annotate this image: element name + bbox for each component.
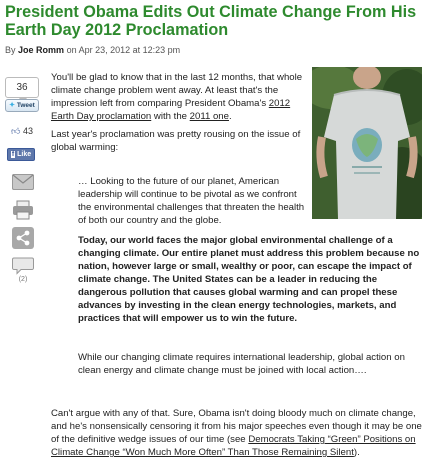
closing-paragraph: [51, 407, 427, 459]
blockquote-paragraph-2: Today, our world faces the major global environmental challenge of a changing climate. Our entire planet must address this problem because no nation, however large or small, wealthy or poor, can escape the impact of climate change. The United States can be a leader in reducing the dangerous pollution that causes global warming and can propel these advances by investing in the clean energy technologies, markets, and practices that will empower us to win the future.: [78, 235, 420, 324]
like-count-value: 43: [22, 126, 33, 136]
link-democrats-green-positions[interactable]: Democrats Taking “Green” Positions on Climate Change “Won Much More Often” Than Those Remaining Silent: [51, 434, 416, 458]
closing-text-2: ).: [353, 447, 360, 458]
article-title: President Obama Edits Out Climate Change From His Earth Day 2012 Proclamation: [5, 3, 417, 39]
facebook-icon: f: [11, 151, 15, 158]
intro-text-2: with the: [153, 111, 187, 122]
comment-count[interactable]: (2): [18, 276, 28, 283]
like-label: Like: [17, 151, 32, 158]
byline: [5, 45, 180, 55]
article-photo: [312, 67, 422, 219]
blockquote-paragraph-1: … Looking to the future of our planet, American leadership will continue to be pivotal as we confront the environmental challenges that threaten the health of both our country and the globe.: [78, 176, 305, 226]
comment-icon[interactable]: [12, 257, 34, 275]
last-year-paragraph: Last year's proclamation was pretty rousing on the issue of global warming:: [51, 129, 301, 153]
tweet-label: Tweet: [16, 102, 35, 109]
link-2012-proclamation[interactable]: 2012 Earth Day proclamation: [51, 98, 291, 122]
thumbs-up-icon: 👍︎: [11, 126, 21, 136]
mail-icon[interactable]: [12, 174, 34, 190]
tweet-button[interactable]: [5, 99, 39, 112]
print-icon[interactable]: [12, 200, 34, 220]
intro-text: You'll be glad to know that in the last 12 months, that whole climate change problem went away. At least that's the impression left from comparing President Obama's: [51, 72, 303, 109]
byline-prefix: By: [5, 45, 16, 55]
facebook-like-button[interactable]: [7, 148, 35, 161]
closing-text: Can't argue with any of that. Sure, Obama isn't doing bloody much on climate change, and he's nonsensically censoring it from his major speeches even though it may be one of the definitive wedge issues of our time (see: [51, 408, 422, 445]
tweet-count-badge: 36: [5, 77, 39, 98]
blockquote-paragraph-3: While our changing climate requires international leadership, global action on clean energy and climate change must be joined with local action….: [78, 352, 405, 376]
post-date: on Apr 23, 2012 at 12:23 pm: [66, 45, 181, 55]
share-icon[interactable]: [12, 227, 34, 249]
intro-paragraph: [51, 71, 313, 123]
bird-icon: ✦: [9, 102, 16, 109]
like-count: [5, 126, 39, 137]
intro-text-3: .: [228, 111, 232, 122]
link-2011-proclamation[interactable]: 2011 one: [189, 111, 229, 122]
author-link[interactable]: Joe Romm: [18, 45, 65, 55]
